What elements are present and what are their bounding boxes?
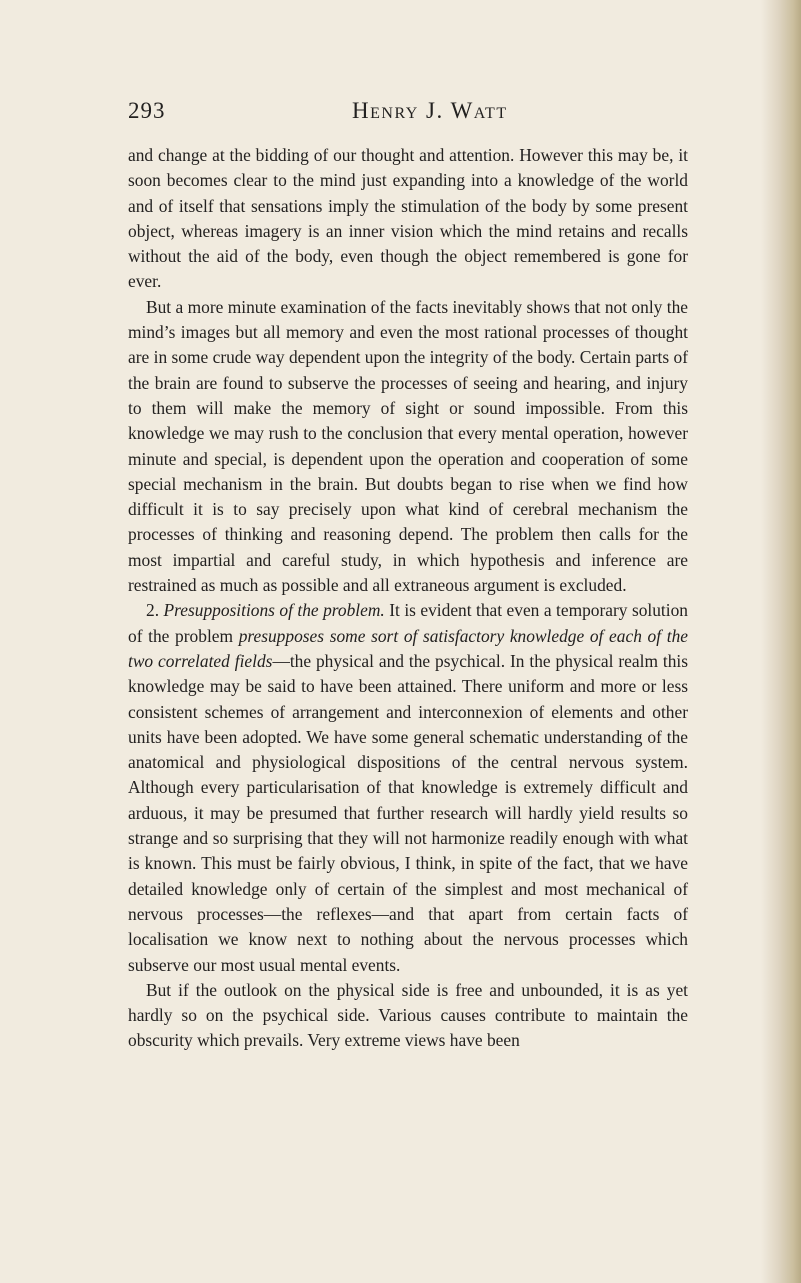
paragraph-4: But if the outlook on the physical side is free and unbounded, it is as yet hardly so on the psychical side. Various causes contribute to maintain the obscurity which prevails. Very extreme views have been [128, 979, 688, 1051]
paragraph-3 [128, 598, 688, 977]
section-number: 2. [146, 600, 160, 621]
page-header [128, 98, 688, 130]
section-heading: Presuppositions of the problem. [163, 600, 385, 621]
paragraph-3-italic-1: presupposes some sort of satisfactory knowledge of each of the two correlated fields [128, 625, 688, 671]
page-edge-shadow [761, 0, 801, 1283]
page-number: 293 [128, 98, 166, 123]
paragraph-3-text-2: —the physical and the psychical. In the physical realm this knowledge may be said to have been attained. There uniform and more or less consistent schemes of arrangement and interconnexion of elements and other units have been adopted. We have some general schematic understanding of the anatomical and physiological dispositions of the central nervous system. Although every particularisation of that knowledge is extremely difficult and arduous, it may be presumed that further research will hardly yield results so strange and so surprising that they will not harmonize readily enough with what is known. This must be fairly obvious, I think, in spite of the fact, that we have detailed knowledge only of certain of the simplest and most mechanical of nervous processes—the reflexes—and that apart from certain facts of localisation we know next to nothing about the nervous processes which subserve our most usual mental events. [128, 650, 689, 975]
running-head: Henry J. Watt [352, 98, 508, 123]
paragraph-3-text-1: It is evident that even a temporary solution of the problem [128, 600, 688, 646]
body-text [128, 143, 688, 1054]
paragraph-1: and change at the bidding of our thought and attention. However this may be, it soon becomes clear to the mind just expanding into a knowledge of the world and of itself that sensations imply the stimulation of the body by some present object, whereas imagery is an inner vision which the mind retains and recalls without the aid of the body, even though the object remembered is gone for ever. [128, 145, 688, 292]
paragraph-2: But a more minute examination of the facts inevitably shows that not only the mind’s images but all memory and even the most rational processes of thought are in some crude way dependent upon the integrity of the body. Certain parts of the brain are found to subserve the processes of seeing and hearing, and injury to them will make the memory of sight or sound impossible. From this knowledge we may rush to the conclusion that every mental operation, however minute and special, is dependent upon the operation and cooperation of some special mechanism in the brain. But doubts began to rise when we find how difficult it is to say precisely upon what kind of cerebral mechanism the processes of thinking and reasoning depend. The problem then calls for the most impartial and careful study, in which hypothesis and inference are restrained as much as possible and all extraneous argument is excluded. [128, 296, 688, 596]
